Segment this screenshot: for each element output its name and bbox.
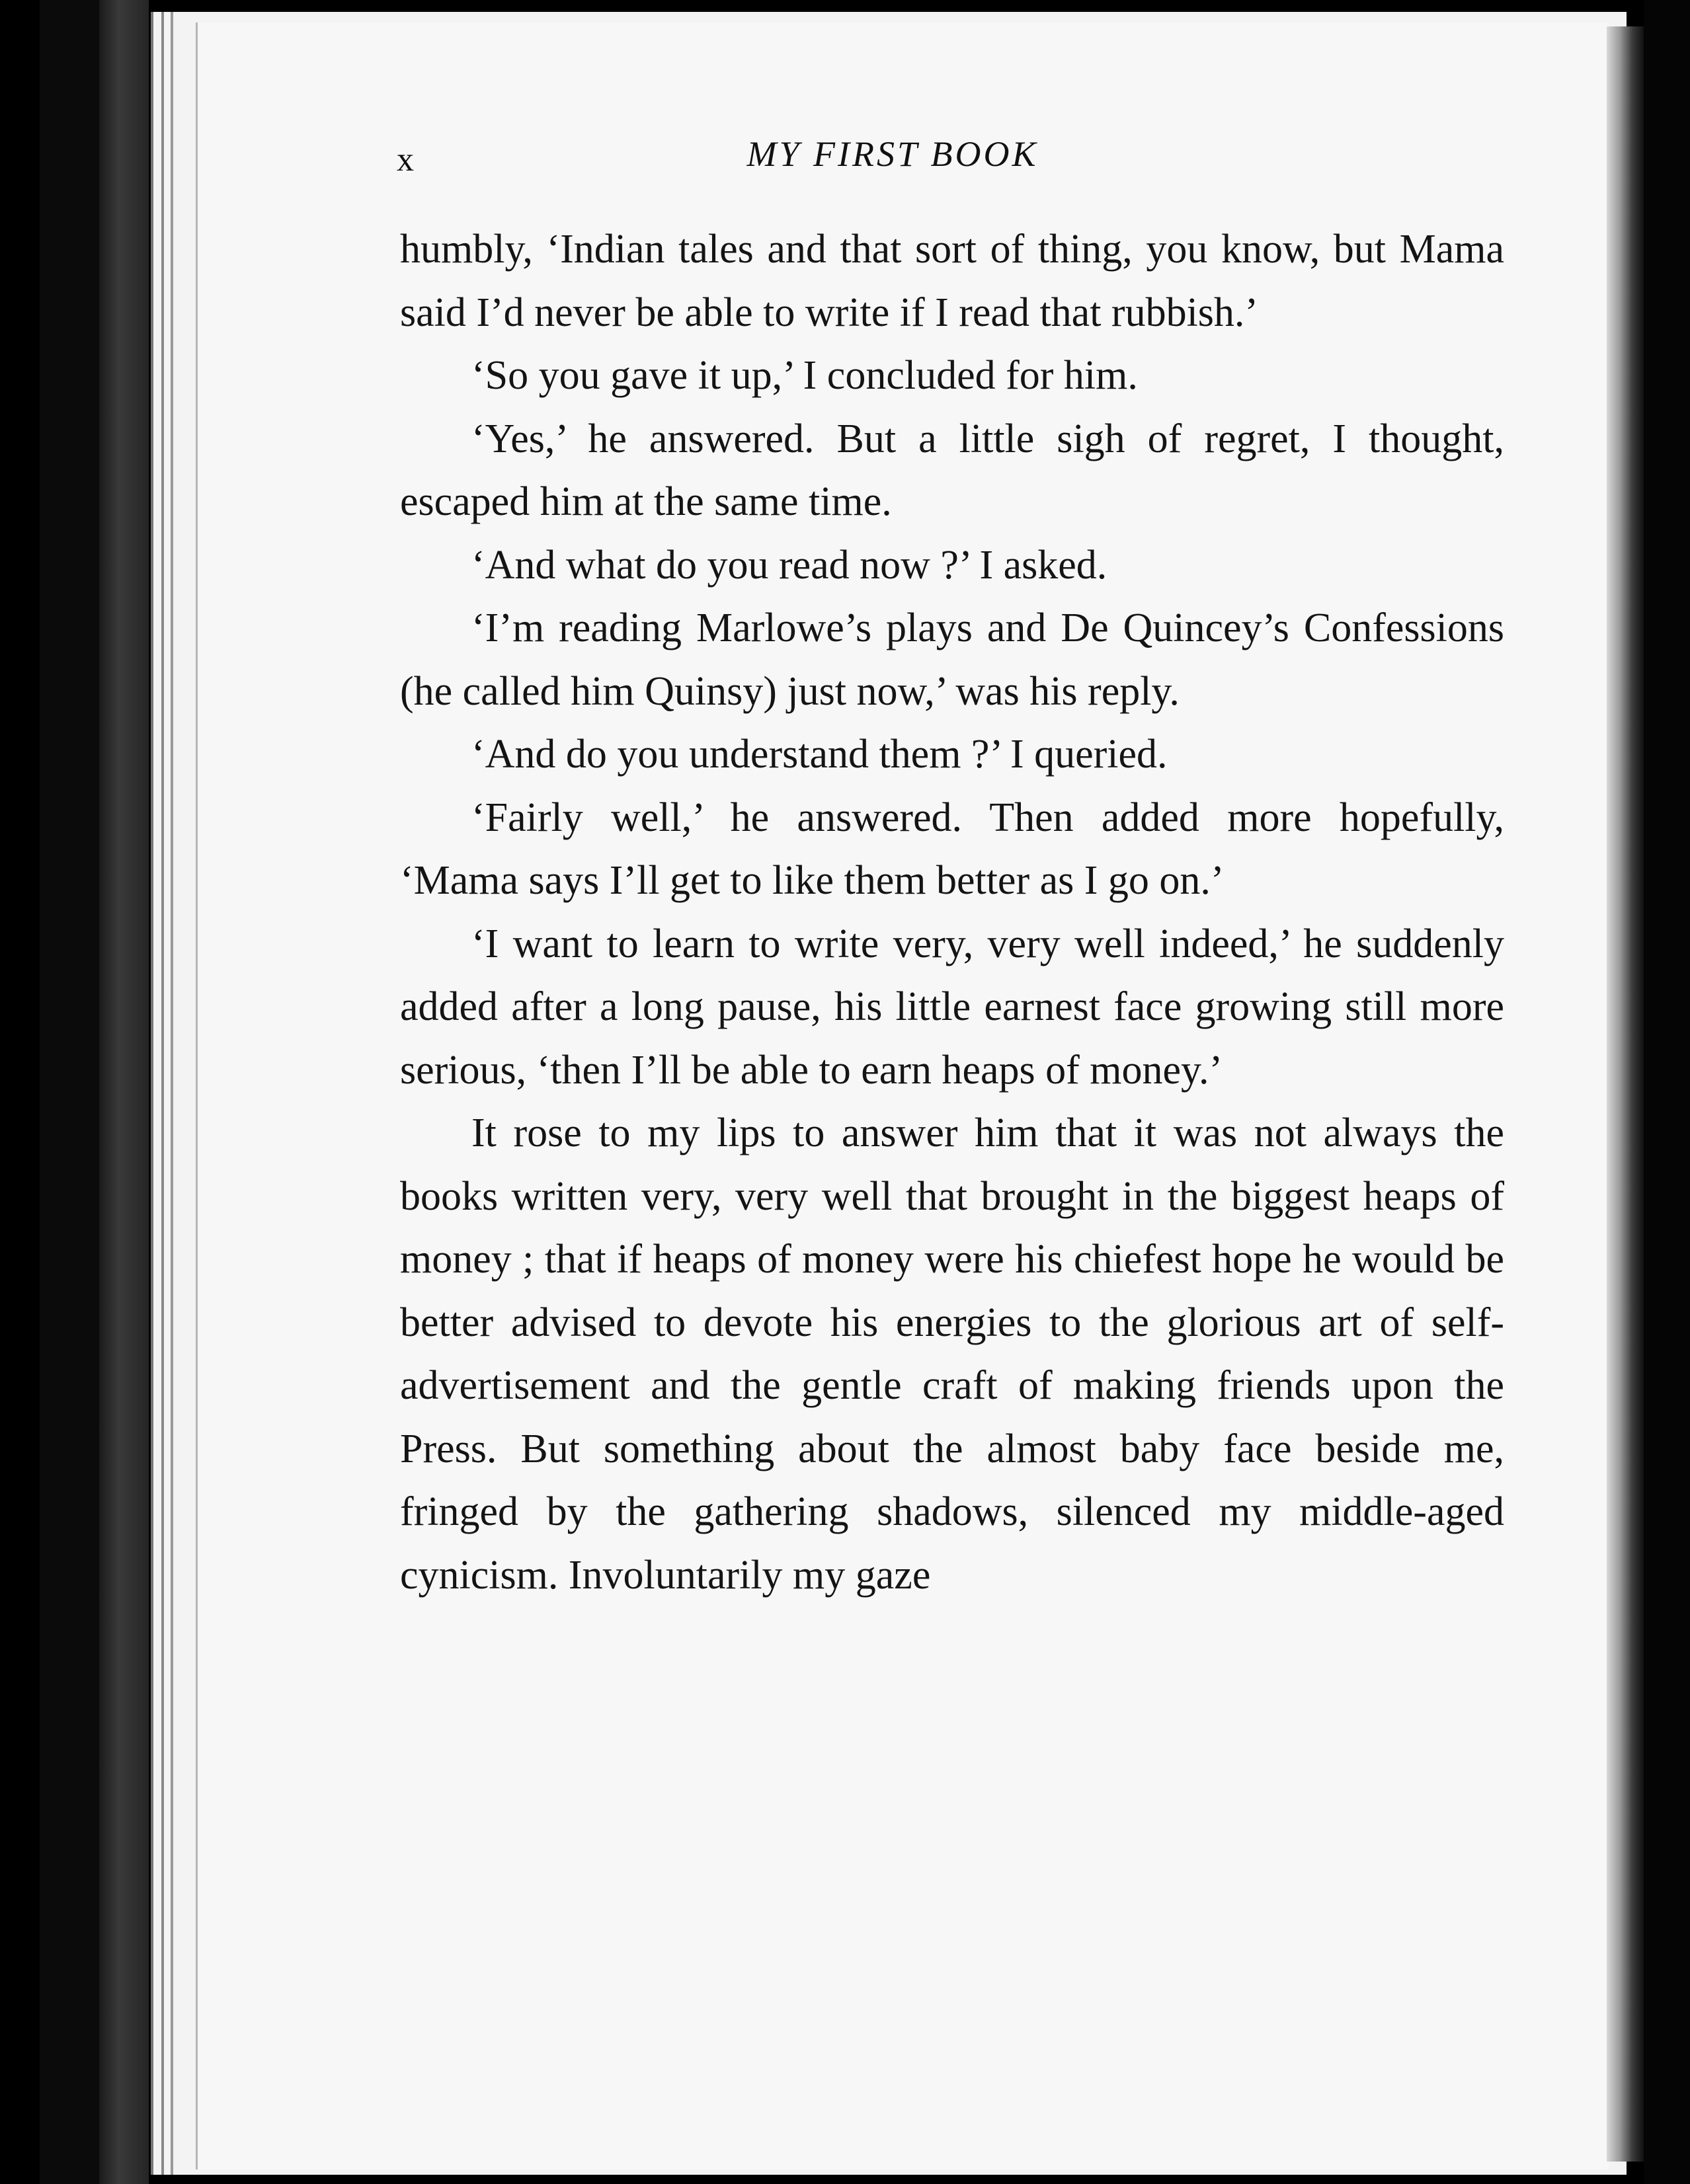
body-text (400, 218, 1504, 1607)
right-background (1644, 0, 1690, 2184)
page-number: x (397, 141, 414, 178)
book-cover-edge (99, 0, 149, 2184)
paragraph: It rose to my lips to answer him that it was not always the books written very, very well that brought in the biggest heaps of money ; that if heaps of money were his chiefest hope he would be better advised to devote his energies to the glorious art of self-advertisement and the gentle craft of making friends upon the Press. But something about the almost baby face beside me, fringed by the gathering shadows, silenced my middle-aged cynicism. Involuntarily my gaze (400, 1111, 1504, 1598)
paragraph: ‘I’m reading Marlowe’s plays and De Quincey’s Confessions (he called him Quinsy) just now,’ was his reply. (400, 605, 1504, 714)
paragraph: ‘I want to learn to write very, very well indeed,’ he suddenly added after a long pause, his little earnest face growing still more serious, ‘then I’ll be able to earn heaps of money.’ (400, 921, 1504, 1093)
paragraph: humbly, ‘Indian tales and that sort of thing, you know, but Mama said I’d never be able to write if I read that rubbish.’ (400, 227, 1504, 335)
paragraph: ‘So you gave it up,’ I concluded for him. (471, 353, 1138, 398)
paragraph: ‘Yes,’ he answered. But a little sigh of regret, I thought, escaped him at the same time. (400, 416, 1504, 524)
book-spine-shadow (40, 0, 99, 2184)
running-title: MY FIRST BOOK (746, 134, 1039, 174)
running-head (397, 119, 1388, 185)
right-page-curl (1607, 26, 1644, 2162)
paragraph: ‘And do you understand them ?’ I queried. (471, 732, 1168, 777)
paragraph: ‘Fairly well,’ he answered. Then added more hopefully, ‘Mama says I’ll get to like them better as I go on.’ (400, 795, 1504, 903)
paragraph: ‘And what do you read now ?’ I asked. (471, 542, 1107, 588)
